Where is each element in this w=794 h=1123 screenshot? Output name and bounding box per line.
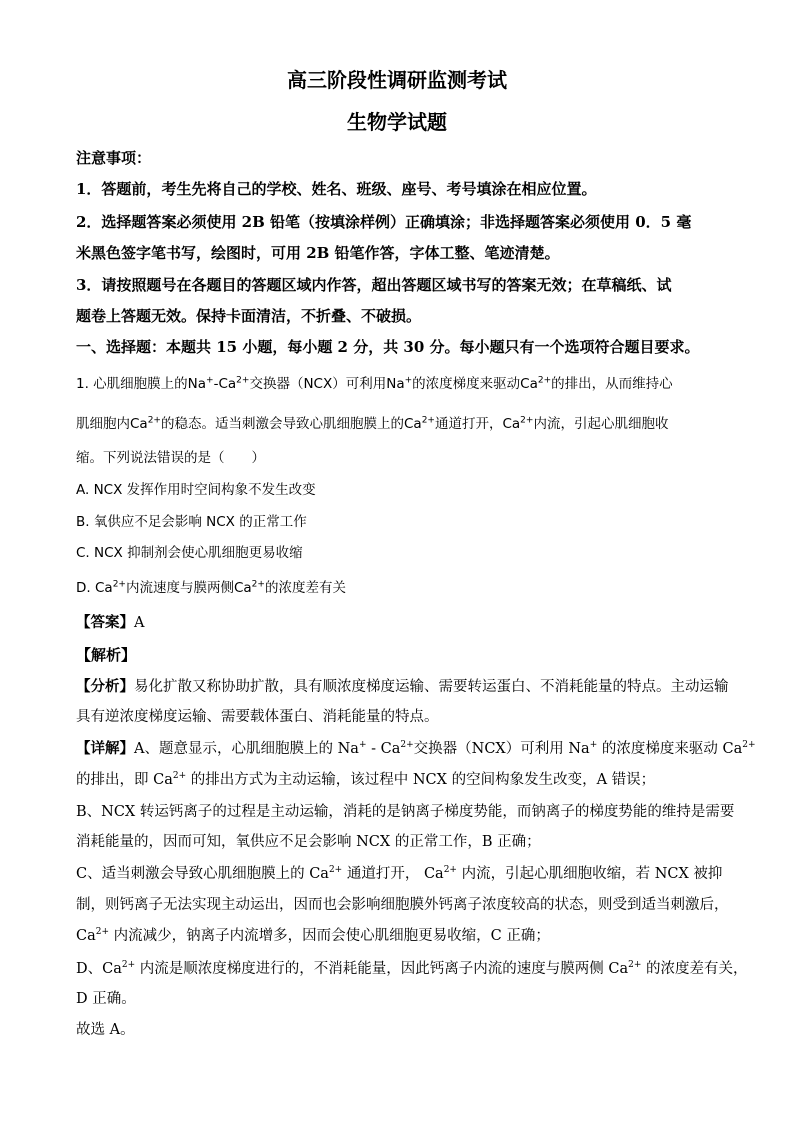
analysis-label: 【解析】 bbox=[76, 646, 137, 664]
analysis-detail-d-line-2: D 正确。 bbox=[76, 991, 136, 1007]
answer-value: A bbox=[134, 615, 145, 631]
notice-item-3: 3．请按照题号在各题目的答题区域内作答，超出答题区域书写的答案无效；在草稿纸、试 bbox=[76, 276, 672, 294]
analysis-detail-b-line-2: 消耗能量的，因而可知，氧供应不足会影响 NCX 的正常工作，B 正确； bbox=[76, 834, 541, 850]
notice-item-2: 2．选择题答案必须使用 2B 铅笔（按填涂样例）正确填涂；非选择题答案必须使用 0．5 毫 bbox=[76, 213, 692, 231]
notice-item-3-cont: 题卷上答题无效。保持卡面清洁，不折叠、不破损。 bbox=[76, 307, 422, 325]
notice-item-1: 1．答题前，考生先将自己的学校、姓名、班级、座号、考号填涂在相应位置。 bbox=[76, 180, 597, 198]
option-b: B. 氧供应不足会影响 NCX 的正常工作 bbox=[76, 514, 307, 530]
analysis-detail-d-line-1: D、$Ca^{2+}$ 内流是顺浓度梯度进行的，不消耗能量，因此钙离子内流的速度与膜两侧 $Ca^{2+}$ 的浓度差有关， bbox=[76, 960, 748, 977]
question-stem-line-3: 缩。下列说法错误的是（ ） bbox=[76, 450, 265, 466]
notice-heading: 注意事项： bbox=[76, 149, 152, 167]
question-stem-line-2: 肌细胞内$Ca^{2+}$的稳态。适当刺激会导致心肌细胞膜上的$Ca^{2+}$通道打开，$Ca^{2+}$内流，引起心肌细胞收 bbox=[76, 415, 669, 432]
analysis-detail-c-line-1: C、适当刺激会导致心肌细胞膜上的 $Ca^{2+}$ 通道打开， $Ca^{2+}$ 内流，引起心肌细胞收缩，若 NCX 被抑 bbox=[76, 865, 723, 882]
option-a: A. NCX 发挥作用时空间构象不发生改变 bbox=[76, 482, 316, 498]
option-c: C. NCX 抑制剂会使心肌细胞更易收缩 bbox=[76, 545, 303, 561]
analysis-detail-c-line-3: $Ca^{2+}$ 内流减少，钠离子内流增多，因而会使心肌细胞更易收缩，C 正确； bbox=[76, 927, 550, 944]
answer bbox=[76, 613, 726, 633]
analysis-detail-a-line-2: 的排出，即 $Ca^{2+}$ 的排出方式为主动运输，该过程中 NCX 的空间构象发生改变，A 错误； bbox=[76, 771, 656, 788]
option-d: D. $Ca^{2+}$内流速度与膜两侧$Ca^{2+}$的浓度差有关 bbox=[76, 579, 346, 596]
analysis-fenxi-line-2: 具有逆浓度梯度运输、需要载体蛋白、消耗能量的特点。 bbox=[76, 709, 439, 725]
analysis-conclusion: 故选 A。 bbox=[76, 1022, 135, 1038]
section-heading: 一、选择题：本题共 15 小题，每小题 2 分，共 30 分。每小题只有一个选项符合题目要求。 bbox=[76, 338, 700, 356]
analysis-fenxi-line-1: 【分析】易化扩散又称协助扩散，具有顺浓度梯度运输、需要转运蛋白、不消耗能量的特点。主动运输 bbox=[76, 678, 729, 695]
page-subtitle: 生物学试题 bbox=[347, 110, 447, 134]
question-stem-line-1: 1. 心肌细胞膜上的$Na^+-Ca^{2+}$交换器（NCX）可利用Na+的浓度梯度来驱动$Ca^{2+}$的排出，从而维持心 bbox=[76, 375, 673, 392]
analysis-detail-a-line-1: 【详解】A、题意显示，心肌细胞膜上的 $Na^+ - Ca^{2+}$交换器（NCX）可利用 Na+ 的浓度梯度来驱动 $Ca^{2+}$ bbox=[76, 740, 756, 757]
analysis-detail-c-line-2: 制，则钙离子无法实现主动运出，因而也会影响细胞膜外钙离子浓度较高的状态，则受到适当刺激后， bbox=[76, 897, 729, 913]
answer-label: 【答案】 bbox=[76, 614, 134, 631]
notice-item-2-cont: 米黑色签字笔书写，绘图时，可用 2B 铅笔作答，字体工整、笔迹清楚。 bbox=[76, 244, 560, 262]
page-title: 高三阶段性调研监测考试 bbox=[287, 68, 507, 92]
analysis-detail-b-line-1: B、NCX 转运钙离子的过程是主动运输，消耗的是钠离子梯度势能，而钠离子的梯度势能的维持是需要 bbox=[76, 804, 735, 820]
